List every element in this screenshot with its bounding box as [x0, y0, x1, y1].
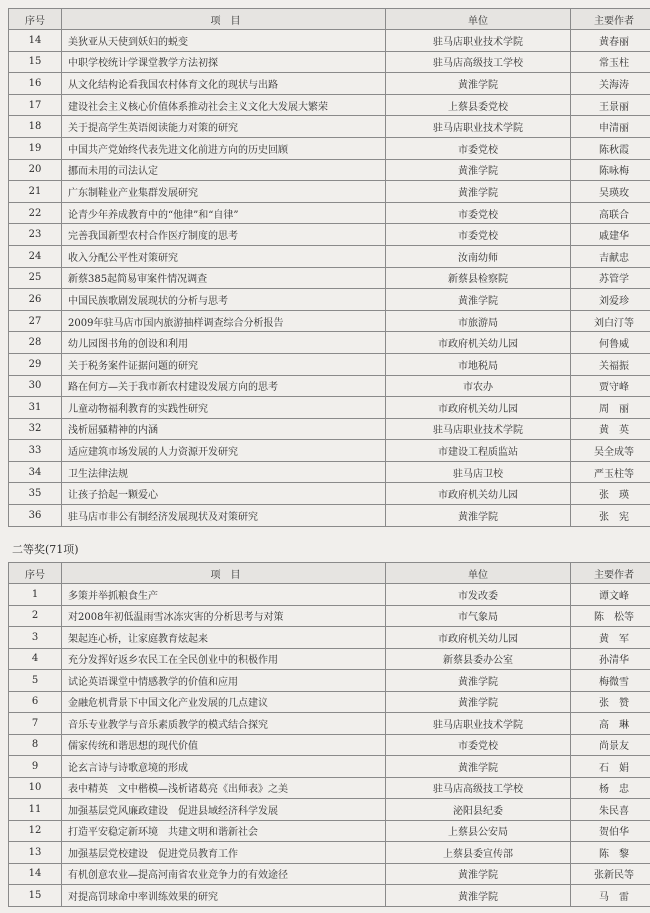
row-author: 朱民喜 [571, 799, 650, 821]
row-unit: 驻马店职业技术学院 [386, 30, 571, 52]
row-unit: 市建设工程质监站 [386, 440, 571, 462]
table-header-row [9, 9, 650, 30]
row-title: 论青少年养成教育中的“他律”和“自律” [62, 202, 386, 224]
row-title: 对提高罚球命中率训练效果的研究 [62, 885, 386, 907]
row-author: 戚建华 [571, 224, 650, 246]
row-title: 适应建筑市场发展的人力资源开发研究 [62, 440, 386, 462]
header-author: 主要作者 [571, 563, 650, 584]
table-row [9, 289, 650, 311]
row-unit: 市发改委 [386, 584, 571, 606]
row-title: 表中精英 文中楷模—浅析诸葛亮《出师表》之美 [62, 777, 386, 799]
row-author: 孙清华 [571, 648, 650, 670]
table-row [9, 310, 650, 332]
row-author: 贺伯华 [571, 820, 650, 842]
row-unit: 黄淮学院 [386, 159, 571, 181]
table-row [9, 245, 650, 267]
row-author: 陈 黎 [571, 842, 650, 864]
row-author: 马 雷 [571, 885, 650, 907]
row-author: 刘爱珍 [571, 289, 650, 311]
table-row [9, 116, 650, 138]
table-row [9, 799, 650, 821]
row-no: 14 [9, 863, 62, 885]
awards-table-first-prize [8, 8, 650, 527]
row-unit: 市委党校 [386, 137, 571, 159]
row-unit: 市政府机关幼儿园 [386, 627, 571, 649]
table-row [9, 584, 650, 606]
row-unit: 驻马店职业技术学院 [386, 116, 571, 138]
row-title: 收入分配公平性对策研究 [62, 245, 386, 267]
row-no: 33 [9, 440, 62, 462]
row-author: 贾守峰 [571, 375, 650, 397]
table-row [9, 267, 650, 289]
row-author: 张 宪 [571, 505, 650, 527]
row-unit: 市旅游局 [386, 310, 571, 332]
row-unit: 黄淮学院 [386, 181, 571, 203]
row-title: 幼儿园图书角的创设和利用 [62, 332, 386, 354]
row-author: 关福振 [571, 353, 650, 375]
row-title: 路在何方—关于我市新农村建设发展方向的思考 [62, 375, 386, 397]
table-row [9, 820, 650, 842]
row-no: 25 [9, 267, 62, 289]
table-row [9, 648, 650, 670]
row-no: 5 [9, 670, 62, 692]
row-no: 14 [9, 30, 62, 52]
row-unit: 黄淮学院 [386, 691, 571, 713]
row-no: 4 [9, 648, 62, 670]
header-title: 项 目 [62, 9, 386, 30]
row-unit: 黄淮学院 [386, 885, 571, 907]
table-row [9, 332, 650, 354]
row-unit: 黄淮学院 [386, 505, 571, 527]
row-title: 建设社会主义核心价值体系推动社会主义文化大发展大繁荣 [62, 94, 386, 116]
row-author: 严玉柱等 [571, 461, 650, 483]
row-no: 12 [9, 820, 62, 842]
table-row [9, 181, 650, 203]
row-author: 石 娟 [571, 756, 650, 778]
row-no: 26 [9, 289, 62, 311]
row-no: 22 [9, 202, 62, 224]
header-title: 项 目 [62, 563, 386, 584]
row-no: 6 [9, 691, 62, 713]
row-no: 10 [9, 777, 62, 799]
row-unit: 上蔡县委党校 [386, 94, 571, 116]
row-title: 广东制鞋业产业集群发展研究 [62, 181, 386, 203]
row-title: 从文化结构论看我国农村体育文化的现状与出路 [62, 73, 386, 95]
row-unit: 市地税局 [386, 353, 571, 375]
row-no: 30 [9, 375, 62, 397]
table-row [9, 691, 650, 713]
table-header-row [9, 563, 650, 584]
table-row [9, 483, 650, 505]
row-unit: 泌阳县纪委 [386, 799, 571, 821]
row-author: 黄春丽 [571, 30, 650, 52]
row-title: 架起连心桥，让家庭教育炫起来 [62, 627, 386, 649]
table-row [9, 627, 650, 649]
row-no: 24 [9, 245, 62, 267]
row-unit: 市委党校 [386, 202, 571, 224]
table-row [9, 224, 650, 246]
section-title-second-prize: 二等奖(71项) [12, 543, 79, 556]
row-author: 黄 英 [571, 418, 650, 440]
row-no: 28 [9, 332, 62, 354]
row-no: 15 [9, 51, 62, 73]
row-author: 谭文峰 [571, 584, 650, 606]
row-title: 关于税务案件证据问题的研究 [62, 353, 386, 375]
row-no: 32 [9, 418, 62, 440]
table-row [9, 418, 650, 440]
header-no: 序号 [9, 9, 62, 30]
row-no: 8 [9, 734, 62, 756]
row-no: 13 [9, 842, 62, 864]
row-no: 1 [9, 584, 62, 606]
row-author: 张新民等 [571, 863, 650, 885]
row-no: 7 [9, 713, 62, 735]
row-unit: 黄淮学院 [386, 670, 571, 692]
row-unit: 市委党校 [386, 224, 571, 246]
row-title: 卫生法律法规 [62, 461, 386, 483]
table-row [9, 440, 650, 462]
row-author: 陈 松等 [571, 605, 650, 627]
row-title: 论玄言诗与诗歌意境的形成 [62, 756, 386, 778]
row-author: 吴全成等 [571, 440, 650, 462]
table-row [9, 397, 650, 419]
table-row [9, 51, 650, 73]
row-title: 有机创意农业—提高河南省农业竞争力的有效途径 [62, 863, 386, 885]
row-author: 关海涛 [571, 73, 650, 95]
row-unit: 驻马店卫校 [386, 461, 571, 483]
row-author: 常玉柱 [571, 51, 650, 73]
header-author: 主要作者 [571, 9, 650, 30]
table-row [9, 777, 650, 799]
row-unit: 市农办 [386, 375, 571, 397]
row-no: 27 [9, 310, 62, 332]
row-title: 打造平安稳定新环境 共建文明和谐新社会 [62, 820, 386, 842]
row-no: 36 [9, 505, 62, 527]
table-row [9, 73, 650, 95]
row-title: 完善我国新型农村合作医疗制度的思考 [62, 224, 386, 246]
row-title: 浅析屈骚精神的内涵 [62, 418, 386, 440]
row-title: 中国共产党始终代表先进文化前进方向的历史回顾 [62, 137, 386, 159]
row-unit: 市气象局 [386, 605, 571, 627]
table-row [9, 670, 650, 692]
row-title: 儿童动物福利教育的实践性研究 [62, 397, 386, 419]
table-row [9, 605, 650, 627]
row-title: 儒家传统和谐思想的现代价值 [62, 734, 386, 756]
table-row [9, 885, 650, 907]
row-unit: 驻马店高级技工学校 [386, 777, 571, 799]
row-unit: 黄淮学院 [386, 756, 571, 778]
row-title: 试论英语课堂中情感教学的价值和应用 [62, 670, 386, 692]
row-unit: 黄淮学院 [386, 289, 571, 311]
row-title: 2009年驻马店市国内旅游抽样调查综合分析报告 [62, 310, 386, 332]
table-row [9, 505, 650, 527]
row-title: 加强基层党校建设 促进党员教育工作 [62, 842, 386, 864]
table-row [9, 30, 650, 52]
row-no: 3 [9, 627, 62, 649]
awards-table-second-prize [8, 562, 650, 907]
row-author: 刘白汀等 [571, 310, 650, 332]
table-row [9, 159, 650, 181]
row-title: 关于提高学生英语阅读能力对策的研究 [62, 116, 386, 138]
row-author: 吉献忠 [571, 245, 650, 267]
row-no: 31 [9, 397, 62, 419]
row-title: 多策并举抓粮食生产 [62, 584, 386, 606]
row-author: 王景丽 [571, 94, 650, 116]
row-unit: 黄淮学院 [386, 863, 571, 885]
table-row [9, 863, 650, 885]
row-no: 35 [9, 483, 62, 505]
row-no: 16 [9, 73, 62, 95]
row-title: 美狄亚从天使到妖妇的蜕变 [62, 30, 386, 52]
row-title: 金融危机背景下中国文化产业发展的几点建议 [62, 691, 386, 713]
row-author: 梅微雪 [571, 670, 650, 692]
row-no: 2 [9, 605, 62, 627]
row-unit: 驻马店职业技术学院 [386, 418, 571, 440]
row-author: 陈咏梅 [571, 159, 650, 181]
table-row [9, 202, 650, 224]
row-author: 杨 忠 [571, 777, 650, 799]
row-author: 苏管学 [571, 267, 650, 289]
row-author: 尚景友 [571, 734, 650, 756]
header-unit: 单位 [386, 563, 571, 584]
row-title: 对2008年初低温雨雪冰冻灾害的分析思考与对策 [62, 605, 386, 627]
row-no: 15 [9, 885, 62, 907]
header-no: 序号 [9, 563, 62, 584]
table-row [9, 713, 650, 735]
row-no: 29 [9, 353, 62, 375]
table-row [9, 734, 650, 756]
row-title: 中国民族歌剧发展现状的分析与思考 [62, 289, 386, 311]
table-row [9, 756, 650, 778]
row-author: 申清丽 [571, 116, 650, 138]
row-unit: 市政府机关幼儿园 [386, 397, 571, 419]
row-no: 21 [9, 181, 62, 203]
row-unit: 上蔡县委宣传部 [386, 842, 571, 864]
row-unit: 市政府机关幼儿园 [386, 332, 571, 354]
row-no: 17 [9, 94, 62, 116]
table-row [9, 353, 650, 375]
table-row [9, 461, 650, 483]
table-row [9, 94, 650, 116]
row-unit: 上蔡县公安局 [386, 820, 571, 842]
row-unit: 驻马店职业技术学院 [386, 713, 571, 735]
row-no: 23 [9, 224, 62, 246]
row-title: 挪而未用的司法认定 [62, 159, 386, 181]
row-title: 充分发挥好返乡农民工在全民创业中的积极作用 [62, 648, 386, 670]
row-author: 周 丽 [571, 397, 650, 419]
row-author: 吴瑛玫 [571, 181, 650, 203]
table-row [9, 137, 650, 159]
header-unit: 单位 [386, 9, 571, 30]
table-row [9, 842, 650, 864]
row-author: 黄 军 [571, 627, 650, 649]
row-author: 张 瑛 [571, 483, 650, 505]
row-title: 驻马店市非公有制经济发展现状及对策研究 [62, 505, 386, 527]
row-unit: 驻马店高级技工学校 [386, 51, 571, 73]
row-author: 高 琳 [571, 713, 650, 735]
row-no: 11 [9, 799, 62, 821]
row-title: 加强基层党风廉政建设 促进县域经济科学发展 [62, 799, 386, 821]
row-no: 9 [9, 756, 62, 778]
row-author: 何鲁威 [571, 332, 650, 354]
row-unit: 市政府机关幼儿园 [386, 483, 571, 505]
row-author: 陈秋霞 [571, 137, 650, 159]
row-author: 高联合 [571, 202, 650, 224]
row-no: 18 [9, 116, 62, 138]
row-unit: 新蔡县检察院 [386, 267, 571, 289]
row-unit: 市委党校 [386, 734, 571, 756]
row-unit: 新蔡县委办公室 [386, 648, 571, 670]
row-title: 音乐专业教学与音乐素质教学的模式结合探究 [62, 713, 386, 735]
row-title: 中职学校统计学课堂教学方法初探 [62, 51, 386, 73]
row-no: 20 [9, 159, 62, 181]
row-no: 19 [9, 137, 62, 159]
row-title: 让孩子拾起一颗爱心 [62, 483, 386, 505]
row-unit: 汝南幼师 [386, 245, 571, 267]
row-author: 张 赞 [571, 691, 650, 713]
row-title: 新蔡385起简易审案件情况调查 [62, 267, 386, 289]
row-no: 34 [9, 461, 62, 483]
table-row [9, 375, 650, 397]
row-unit: 黄淮学院 [386, 73, 571, 95]
